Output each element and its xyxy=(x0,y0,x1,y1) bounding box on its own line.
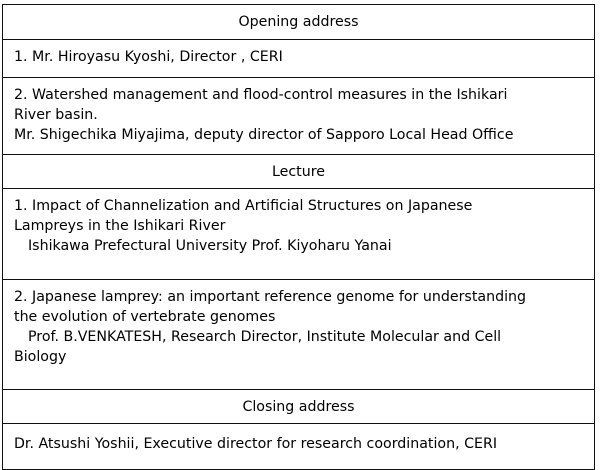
item-title: 2. Watershed management and flood-control measures in the Ishikari xyxy=(14,87,508,103)
opening-item-2 xyxy=(3,77,594,154)
item-text: 1. Mr. Hiroyasu Kyoshi, Director , CERI xyxy=(14,49,283,65)
speaker: Ishikawa Prefectural University Prof. Kiyoharu Yanai xyxy=(28,238,392,254)
item-title: 1. Impact of Channelization and Artificial Structures on Japanese xyxy=(14,198,473,214)
item-title: Lampreys in the Ishikari River xyxy=(14,218,226,234)
speaker: Prof. B.VENKATESH, Research Director, Institute Molecular and Cell xyxy=(28,329,502,345)
item-text: Dr. Atsushi Yoshii, Executive director for research coordination, CERI xyxy=(14,436,498,452)
speaker: Mr. Shigechika Miyajima, deputy director of Sapporo Local Head Office xyxy=(14,127,514,143)
lecture-item-1 xyxy=(3,188,594,279)
program-table xyxy=(2,4,595,470)
opening-item-1 xyxy=(3,39,594,77)
section-header-lecture: Lecture xyxy=(3,154,594,188)
closing-item xyxy=(3,423,594,469)
section-header-closing: Closing address xyxy=(3,389,594,423)
section-header-opening: Opening address xyxy=(238,14,359,30)
item-title: the evolution of vertebrate genomes xyxy=(14,309,276,325)
item-title: River basin. xyxy=(14,107,98,123)
item-title: 2. Japanese lamprey: an important reference genome for understanding xyxy=(14,289,527,305)
speaker-continued: Biology xyxy=(14,349,67,365)
lecture-item-2 xyxy=(3,279,594,389)
